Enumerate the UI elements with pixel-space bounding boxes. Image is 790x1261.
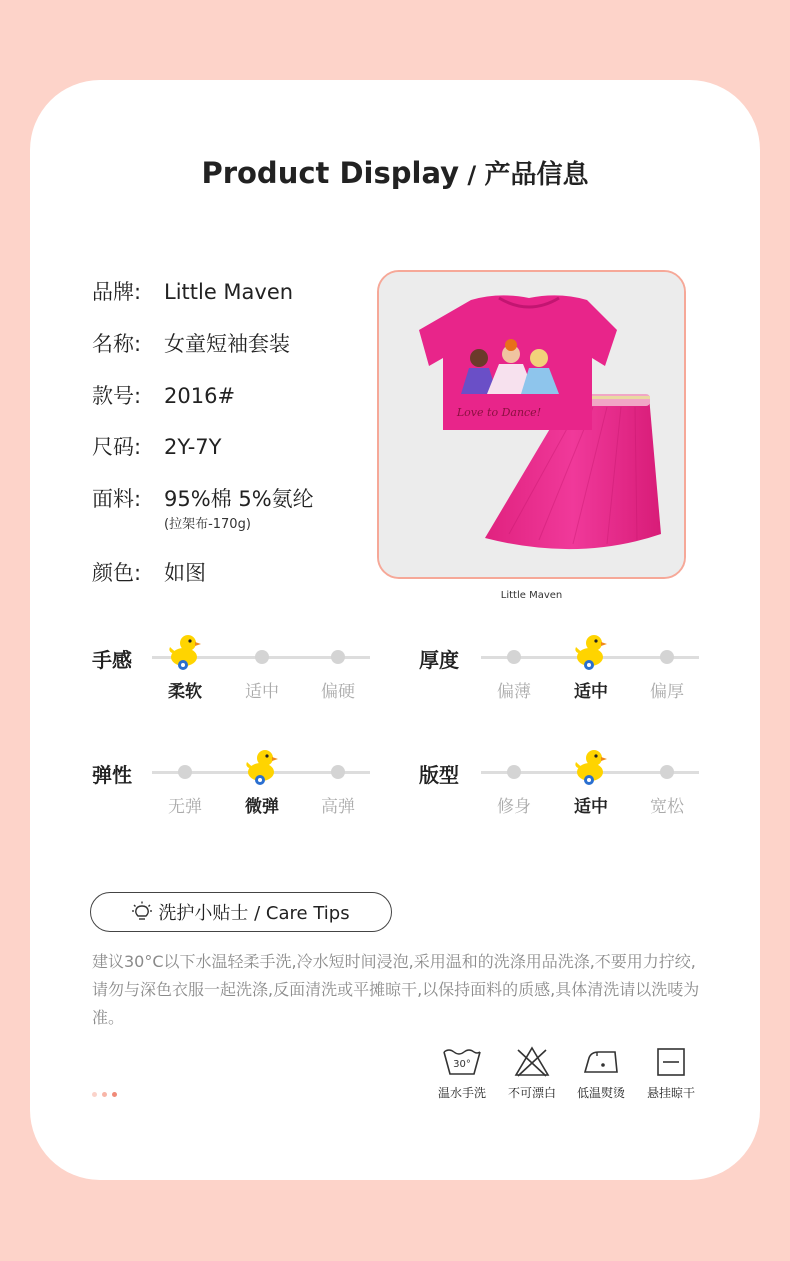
info-color [92, 557, 206, 587]
outfit-illustration [379, 272, 684, 577]
info-color-label: 颜色: [92, 561, 142, 585]
scale-option-fit: 适中 [574, 797, 608, 817]
scale-option-fit: 宽松 [650, 797, 684, 817]
product-photo [377, 270, 686, 579]
wash-icon-label: 低温熨烫 [576, 1086, 625, 1100]
scale-dot [507, 650, 521, 664]
scale-dot [255, 650, 269, 664]
scale-option-thickness: 偏薄 [497, 682, 531, 702]
wash-temp: 30° [453, 1059, 471, 1070]
info-fabric-label: 面料: [92, 487, 142, 511]
hang-dry-icon [631, 1046, 711, 1101]
title-en: Product Display [201, 156, 460, 190]
title-zh: 产品信息 [484, 160, 589, 190]
scale-option-thickness: 偏厚 [650, 682, 684, 702]
photo-caption: Little Maven [500, 590, 563, 601]
shirt-print-text: Love to Dance! [456, 406, 542, 419]
scale-option-feel: 适中 [245, 682, 279, 702]
info-fabric-sub: (拉架布-170g) [164, 517, 251, 532]
duck-marker-icon [574, 748, 608, 786]
page-indicator [92, 1092, 117, 1097]
info-style-no-label: 款号: [92, 384, 142, 408]
scale-dot [178, 765, 192, 779]
info-fabric [92, 483, 314, 532]
scale-option-feel: 柔软 [168, 682, 202, 702]
scale-option-elasticity: 高弹 [321, 797, 355, 817]
scale-dot [507, 765, 521, 779]
info-size [92, 431, 221, 461]
page-dot [102, 1092, 107, 1097]
info-name-label: 名称: [92, 332, 142, 356]
scale-dot [331, 650, 345, 664]
scale-label-elasticity: 弹性 [92, 763, 132, 787]
info-style-no [92, 380, 235, 410]
low-iron-icon [561, 1046, 641, 1101]
info-size-label: 尺码: [92, 435, 142, 459]
care-instructions: 建议30°C以下水温轻柔手洗,冷水短时间浸泡,采用温和的洗涤用品洗涤,不要用力拧绞,请勿与深色衣服一起洗涤,反面清洗或平摊晾干,以保持面料的质感,具体清洗请以洗唛为准。 [92, 952, 700, 1027]
info-brand-label: 品牌: [92, 280, 142, 304]
scale-dot [331, 765, 345, 779]
wash-icon-label: 温水手洗 [437, 1086, 486, 1100]
info-color-value: 如图 [164, 561, 206, 585]
scale-option-fit: 修身 [497, 797, 531, 817]
scale-dot [660, 650, 674, 664]
hand-wash-30-icon [422, 1046, 502, 1101]
care-tips-pill [90, 892, 392, 932]
duck-marker-icon [574, 633, 608, 671]
info-size-value: 2Y-7Y [164, 435, 222, 459]
info-name-value: 女童短袖套装 [164, 332, 290, 356]
scale-option-elasticity: 无弹 [168, 797, 202, 817]
scale-dot [660, 765, 674, 779]
no-bleach-icon [492, 1046, 572, 1101]
page-title [0, 154, 790, 191]
scale-option-elasticity: 微弹 [245, 797, 279, 817]
lightbulb-icon [132, 901, 152, 923]
wash-icon-label: 不可漂白 [507, 1086, 556, 1100]
page-dot [112, 1092, 117, 1097]
scale-label-feel: 手感 [92, 648, 132, 672]
wash-icon-label: 悬挂晾干 [646, 1086, 695, 1100]
title-sep: / [459, 161, 485, 189]
info-style-no-value: 2016# [164, 384, 236, 408]
info-brand [92, 276, 293, 306]
scale-label-thickness: 厚度 [419, 648, 459, 672]
scale-option-thickness: 适中 [574, 682, 608, 702]
t-shirt [419, 295, 617, 430]
info-name [92, 328, 290, 358]
scale-label-fit: 版型 [419, 763, 459, 787]
info-brand-value: Little Maven [164, 280, 294, 304]
duck-marker-icon [245, 748, 279, 786]
info-fabric-value: 95%棉 5%氨纶 [164, 487, 314, 511]
page-dot [92, 1092, 97, 1097]
duck-marker-icon [168, 633, 202, 671]
care-tips-title: 洗护小贴士 / Care Tips [158, 903, 350, 924]
scale-option-feel: 偏硬 [321, 682, 355, 702]
